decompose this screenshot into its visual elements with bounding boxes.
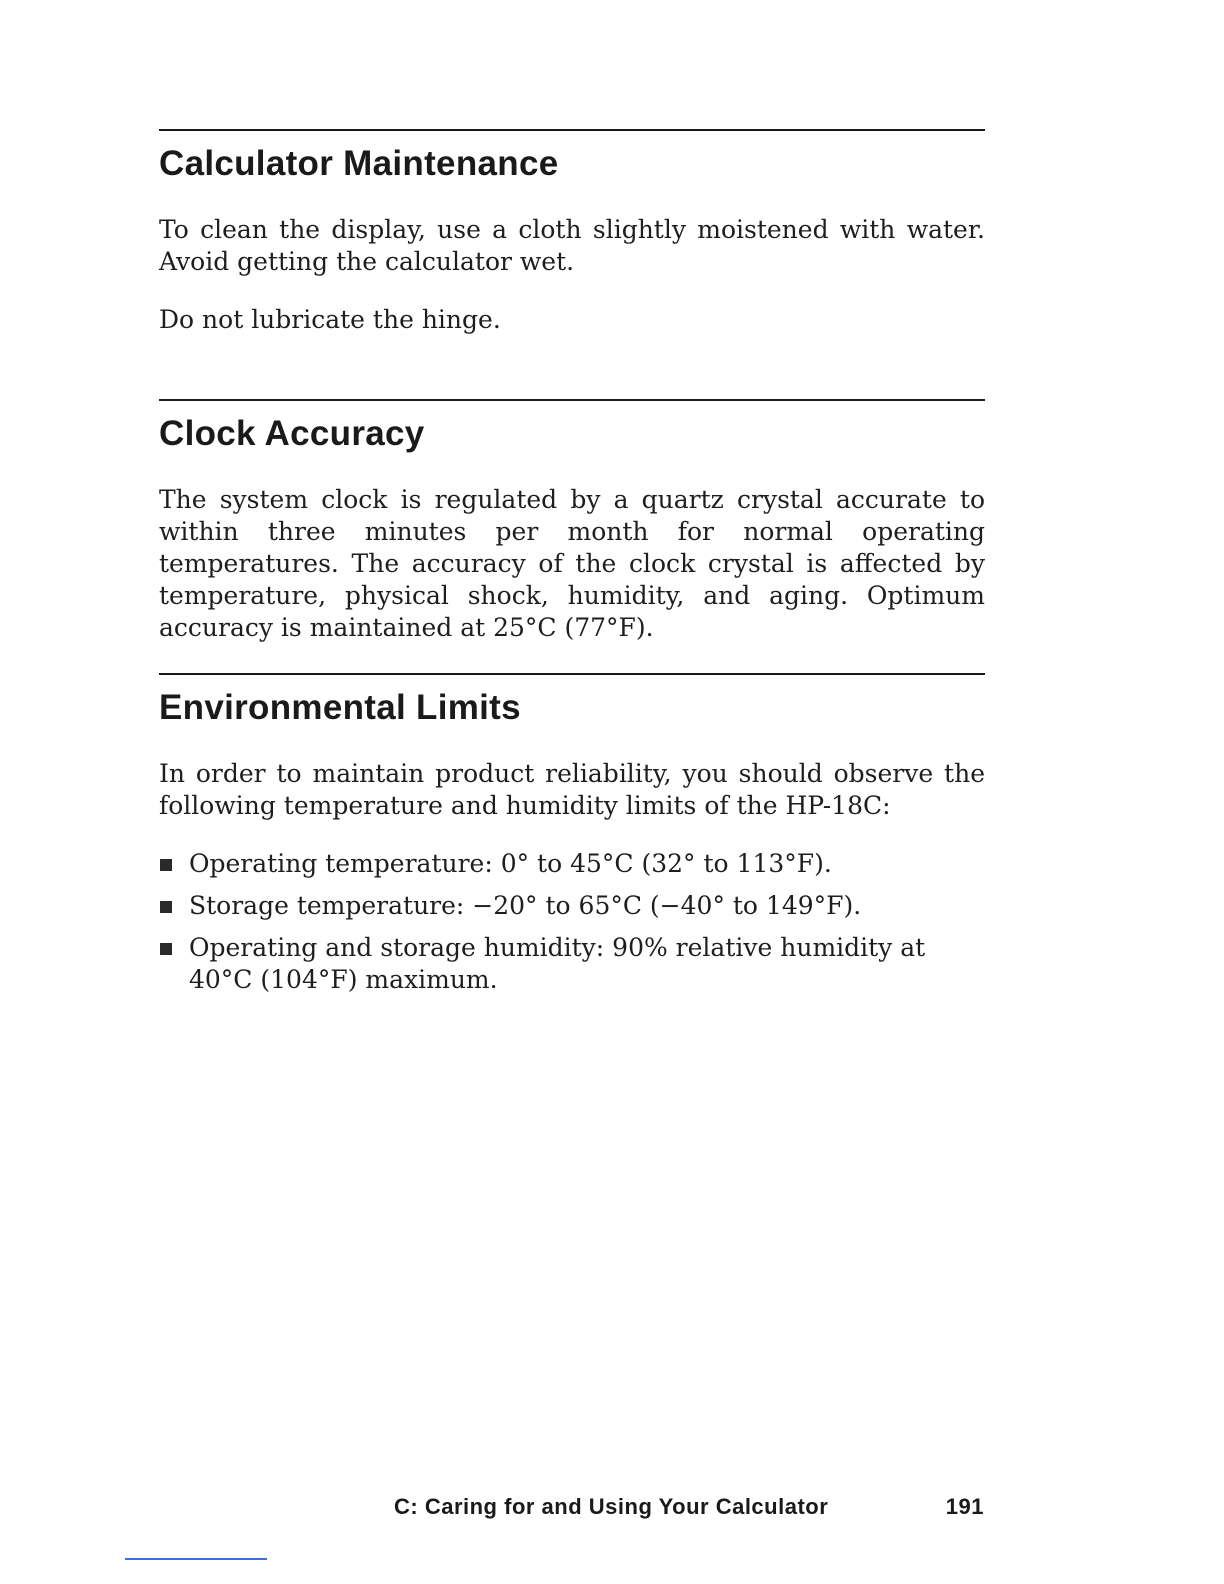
section-heading: Clock Accuracy [159, 414, 425, 453]
paragraph: In order to maintain product reliability, you should observe the following temperature and humidity limits of the HP-18C: [159, 759, 985, 820]
list-item [159, 890, 985, 922]
section-calculator-maintenance [159, 129, 985, 336]
page-footer [394, 1494, 984, 1520]
section-divider [159, 399, 985, 401]
list-item-text: Operating temperature: 0° to 45°C (32° to 113°F). [189, 849, 832, 878]
scan-edge-mark [125, 1558, 267, 1560]
section-divider [159, 673, 985, 675]
list-item [159, 932, 985, 996]
paragraph: To clean the display, use a cloth slightly moistened with water. Avoid getting the calculator wet. [159, 215, 985, 276]
section-heading: Calculator Maintenance [159, 144, 559, 183]
list-item-text: Storage temperature: −20° to 65°C (−40° to 149°F). [189, 891, 862, 920]
section-environmental-limits [159, 673, 985, 1006]
square-bullet-icon [160, 859, 172, 871]
paragraph: The system clock is regulated by a quartz crystal accurate to within three minutes per month for normal operating temperatures. The accuracy of the clock crystal is affected by temperature, physical shock, humidity, and aging. Optimum accuracy is maintained at 25°C (77°F). [159, 485, 985, 642]
page-number: 191 [945, 1494, 984, 1519]
section-clock-accuracy [159, 399, 985, 644]
square-bullet-icon [160, 901, 172, 913]
list-item-text: Operating and storage humidity: 90% relative humidity at 40°C (104°F) maximum. [189, 933, 926, 994]
section-divider [159, 129, 985, 131]
bullet-list [159, 848, 985, 996]
section-heading: Environmental Limits [159, 688, 521, 727]
list-item [159, 848, 985, 880]
paragraph: Do not lubricate the hinge. [159, 305, 501, 334]
footer-chapter-title: C: Caring for and Using Your Calculator [394, 1494, 829, 1519]
square-bullet-icon [160, 943, 172, 955]
